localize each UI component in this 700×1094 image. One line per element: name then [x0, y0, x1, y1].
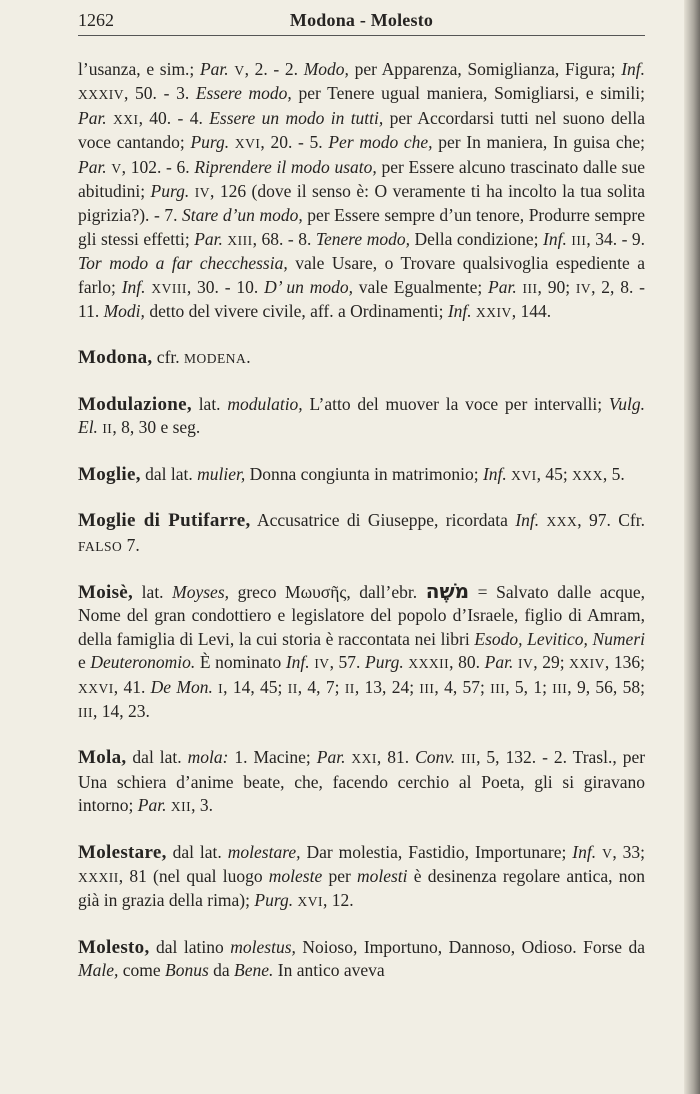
entry-moglie-putifarre: Moglie di Putifarre, Accusatrice di Giuseppe, ricordata Inf. XXX, 97. Cfr. FALSO 7.	[78, 510, 645, 555]
entries-body	[78, 58, 645, 983]
modo-cont: l’usanza, e sim.; Par. V, 2. - 2. Modo, per Apparenza, Somiglianza, Figura; Inf. XXXIV, 50. - 3. Essere modo, per Tenere ugual maniera, Somigliarsi, e simili; Par. XXI, 40. - 4. Essere un modo in tutti, per Accordarsi tutti nel suono della voce cantando; Purg. XVI, 20. - 5. Per modo che, per In maniera, In guisa che; Par. V, 102. - 6. Riprendere il modo usato, per Essere alcuno trascinato dalle sue abitudini; Purg. IV, 126 (dove il senso è: O veramente ti ha incolto la tua solita pigrizia?). - 7. Stare d’un modo, per Essere sempre d’un tenore, Produrre sempre gli stessi effetti; Par. XIII, 68. - 8. Tenere modo, Della condizione; Inf. III, 34. - 9. Tor modo a far checchessia, vale Usare, o Trovare qualsivoglia espediente a farlo; Inf. XVIII, 30. - 10. D’ un modo, vale Egualmente; Par. III, 90; IV, 2, 8. - 11. Modi, detto del vivere civile, aff. a Ordinamenti; Inf. XXIV, 144.	[78, 59, 646, 322]
entry-modona: Modona, cfr. MODENA.	[78, 347, 251, 369]
entry-molestare: Molestare, dal lat. molestare, Dar molestia, Fastidio, Importunare; Inf. V, 33; XXXII, 81 (nel qual luogo moleste per molesti è desinenza regolare antica, non già in grazia della rima); Purg. XVI, 12.	[78, 841, 645, 911]
entry-moglie: Moglie, dal lat. mulier, Donna congiunta in matrimonio; Inf. XVI, 45; XXX, 5.	[78, 463, 625, 485]
entry-moise: Moisè, lat. Moyses, greco Μωυσῆς, dall’ebr. מֹשֶׁה = Salvato dalle acque, Nome del gran condottiero e legislatore del popolo d’Israele, figlio di Amram, della famiglia di Levi, la cui storia è raccontata nei libri Esodo, Levitico, Numeri e Deuteronomio. È nominato Inf. IV, 57. Purg. XXXII, 80. Par. IV, 29; XXIV, 136; XXVI, 41. De Mon. I, 14, 45; II, 4, 7; II, 13, 24; III, 4, 57; III, 5, 1; III, 9, 56, 58; III, 14, 23.	[78, 578, 646, 721]
page-edge-shadow	[684, 0, 700, 1094]
page-header	[78, 10, 645, 34]
page-number: 1262	[78, 10, 114, 30]
entry-modulazione: Modulazione, lat. modulatio, L’atto del muover la voce per intervalli; Vulg. El. II, 8, 30 e seg.	[78, 393, 645, 438]
entry-molesto: Molesto, dal latino molestus, Noioso, Importuno, Dannoso, Odioso. Forse da Male, come Bonus da Bene. In antico aveva	[78, 936, 646, 981]
header-rule	[78, 35, 645, 36]
entry-mola: Mola, dal lat. mola: 1. Macine; Par. XXI, 81. Conv. III, 5, 132. - 2. Trasl., per Una schiera d’anime beate, che, facendo cerchio al Poeta, gli si giravano intorno; Par. XII, 3.	[78, 747, 646, 816]
running-title: Modona - Molesto	[289, 10, 434, 30]
